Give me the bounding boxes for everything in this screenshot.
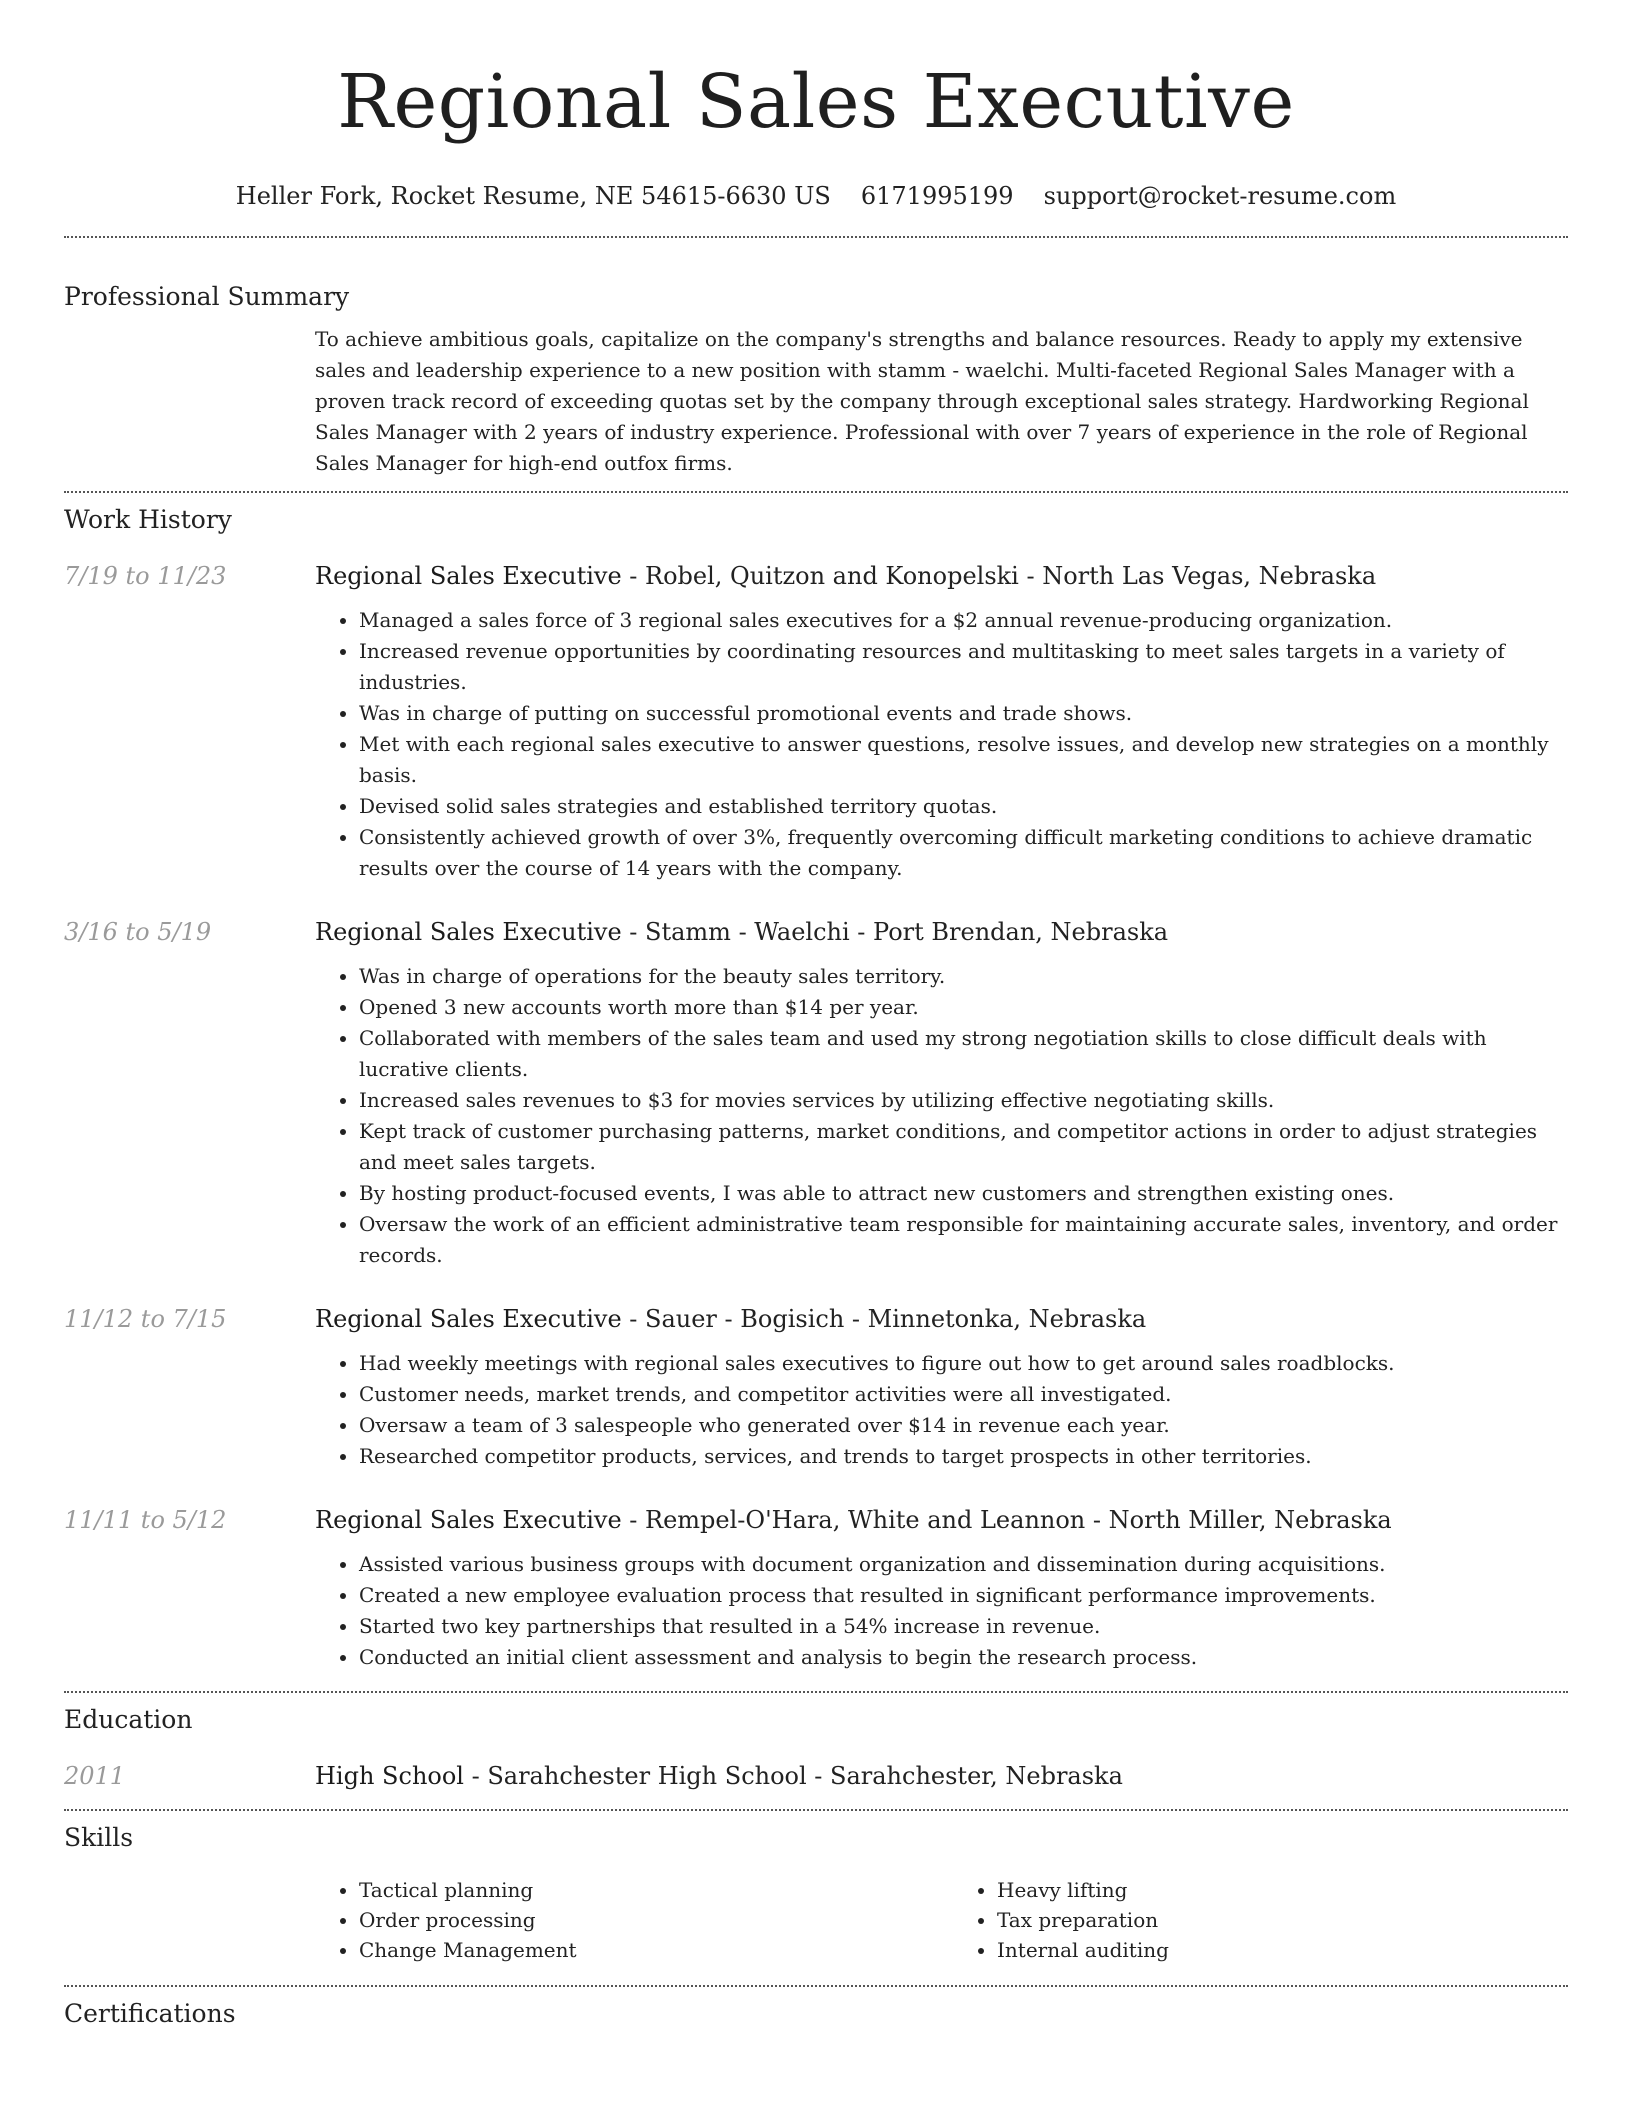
- job-bullets: [315, 605, 1568, 884]
- job-entry: [64, 1302, 1568, 1472]
- list-item: • Consistently achieved growth of over 3%, frequently overcoming difficult marketing conditions to achieve dramatic results over the course of 14 years with the company.: [359, 822, 1568, 884]
- list-item: • Opened 3 new accounts worth more than $14 per year.: [359, 992, 1568, 1023]
- job-bullets: [315, 1348, 1568, 1472]
- list-item: • By hosting product-focused events, I was able to attract new customers and strengthen existing ones.: [359, 1178, 1568, 1209]
- job-title: [315, 915, 1568, 949]
- skills-heading: Skills: [64, 1823, 134, 1852]
- list-item: • Customer needs, market trends, and competitor activities were all investigated.: [359, 1379, 1568, 1410]
- skill-item: • Tactical planning: [359, 1875, 929, 1905]
- divider: [64, 236, 1568, 238]
- job-role: Regional Sales Executive: [315, 562, 622, 590]
- contact-email: support@rocket-resume.com: [1043, 182, 1397, 210]
- job-company: - Rempel-O'Hara, White and Leannon - North Miller, Nebraska: [621, 1506, 1392, 1534]
- job-dates: 3/16 to 5/19: [64, 918, 212, 946]
- job-bullets: [315, 1549, 1568, 1673]
- skill-item: • Heavy lifting: [997, 1875, 1567, 1905]
- list-item: • Kept track of customer purchasing patterns, market conditions, and competitor actions in order to adjust strategies and meet sales targets.: [359, 1116, 1568, 1178]
- resume-page: [64, 0, 1568, 2031]
- list-item: • Oversaw a team of 3 salespeople who generated over $14 in revenue each year.: [359, 1410, 1568, 1441]
- skills-list: [315, 1875, 1568, 1965]
- list-item: • Collaborated with members of the sales team and used my strong negotiation skills to close difficult deals with lucrative clients.: [359, 1023, 1568, 1085]
- job-company: - Stamm - Waelchi - Port Brendan, Nebraska: [621, 918, 1169, 946]
- job-entry: [64, 559, 1568, 884]
- job-bullets: [315, 961, 1568, 1271]
- job-title: [315, 1503, 1568, 1537]
- certifications-heading: Certifications: [64, 1999, 236, 2028]
- work-history-heading: Work History: [64, 505, 232, 534]
- list-item: • Increased sales revenues to $3 for movies services by utilizing effective negotiating skills.: [359, 1085, 1568, 1116]
- job-dates: 11/12 to 7/15: [64, 1305, 227, 1333]
- education-heading: Education: [64, 1705, 193, 1734]
- education-title: [315, 1759, 1568, 1793]
- divider: [64, 1691, 1568, 1693]
- skill-item: • Order processing: [359, 1905, 929, 1935]
- job-title: [315, 559, 1568, 593]
- list-item: • Was in charge of operations for the beauty sales territory.: [359, 961, 1568, 992]
- contact-line: [64, 180, 1568, 212]
- list-item: • Managed a sales force of 3 regional sales executives for a $2 annual revenue-producing organization.: [359, 605, 1568, 636]
- education-entry: [64, 1759, 1568, 1793]
- list-item: • Met with each regional sales executive to answer questions, resolve issues, and develop new strategies on a monthly basis.: [359, 729, 1568, 791]
- list-item: • Created a new employee evaluation process that resulted in significant performance improvements.: [359, 1580, 1568, 1611]
- summary-text: To achieve ambitious goals, capitalize on the company's strengths and balance resources. Ready to apply my extensive sales and leadership experience to a new position with stamm - waelchi. Multi-faceted Regional Sales Manager with a proven track record of exceeding quotas set by the company through exceptional sales strategy. Hardworking Regional Sales Manager with 2 years of industry experience. Professional with over 7 years of experience in the role of Regional Sales Manager for high-end outfox firms.: [315, 327, 1529, 475]
- job-role: Regional Sales Executive: [315, 1506, 622, 1534]
- list-item: • Assisted various business groups with document organization and dissemination during acquisitions.: [359, 1549, 1568, 1580]
- list-item: • Conducted an initial client assessment and analysis to begin the research process.: [359, 1642, 1568, 1673]
- divider: [64, 1809, 1568, 1811]
- list-item: • Increased revenue opportunities by coordinating resources and multitasking to meet sales targets in a variety of industries.: [359, 636, 1568, 698]
- job-role: Regional Sales Executive: [315, 1305, 622, 1333]
- summary-heading: Professional Summary: [64, 282, 350, 311]
- list-item: • Researched competitor products, services, and trends to target prospects in other territories.: [359, 1441, 1568, 1472]
- skill-item: • Tax preparation: [997, 1905, 1567, 1935]
- job-entry: [64, 1503, 1568, 1673]
- education-school: - Sarahchester High School - Sarahchester, Nebraska: [463, 1762, 1123, 1790]
- job-title: [315, 1302, 1568, 1336]
- education-year: 2011: [64, 1762, 126, 1790]
- candidate-name: Regional Sales Executive: [337, 59, 1295, 145]
- skills-column-left: [315, 1875, 929, 1965]
- list-item: • Had weekly meetings with regional sales executives to figure out how to get around sales roadblocks.: [359, 1348, 1568, 1379]
- divider: [64, 491, 1568, 493]
- job-role: Regional Sales Executive: [315, 918, 622, 946]
- list-item: • Devised solid sales strategies and established territory quotas.: [359, 791, 1568, 822]
- list-item: • Started two key partnerships that resulted in a 54% increase in revenue.: [359, 1611, 1568, 1642]
- skills-column-right: [929, 1875, 1567, 1965]
- contact-address: Heller Fork, Rocket Resume, NE 54615-6630 US: [235, 182, 831, 210]
- list-item: • Was in charge of putting on successful promotional events and trade shows.: [359, 698, 1568, 729]
- skill-item: • Internal auditing: [997, 1935, 1567, 1965]
- contact-phone: 6171995199: [860, 182, 1014, 210]
- list-item: • Oversaw the work of an efficient administrative team responsible for maintaining accurate sales, inventory, and order records.: [359, 1209, 1568, 1271]
- skill-item: • Change Management: [359, 1935, 929, 1965]
- education-degree: High School: [315, 1762, 464, 1790]
- job-company: - Robel, Quitzon and Konopelski - North Las Vegas, Nebraska: [621, 562, 1377, 590]
- job-dates: 11/11 to 5/12: [64, 1506, 227, 1534]
- job-dates: 7/19 to 11/23: [64, 562, 227, 590]
- job-company: - Sauer - Bogisich - Minnetonka, Nebraska: [621, 1305, 1147, 1333]
- divider: [64, 1985, 1568, 1987]
- job-entry: [64, 915, 1568, 1271]
